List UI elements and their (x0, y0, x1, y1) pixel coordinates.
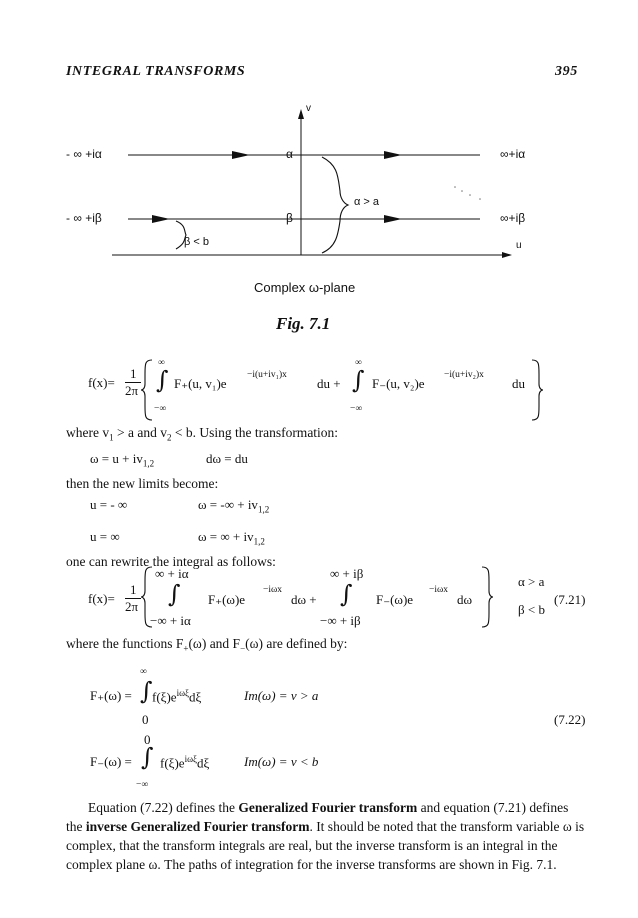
eq722-plus-upper: ∞ (140, 667, 147, 677)
eq1-integral1: ∫ (156, 366, 169, 394)
eq722-minus-integrand: $f(\xi)e^{i\omega\xi}d\xi$ (160, 754, 210, 771)
eq721-d2: dω (457, 592, 473, 607)
eq1-du1: du + (317, 376, 341, 391)
rewrite-text: one can rewrite the integral as follows: (66, 554, 276, 569)
running-header-title: INTEGRAL TRANSFORMS (66, 64, 246, 79)
eq722-minus-integral: ∫ (141, 743, 154, 771)
u-minus-limit: u = - ∞ (90, 497, 128, 512)
eq1-frac-den: 2π (125, 383, 139, 398)
eq722-plus-lhs: F₊(ω) = (90, 688, 132, 703)
functions-defined-text: where the functions $F_+(\omega)$ and $F_-(\omega)$ are defined by: (66, 636, 348, 654)
omega-transform: $\omega = u + iv_{1,2}$ (90, 451, 155, 469)
where-v-line: where $v_1 > a$ and $v_2 < b$. Using the transformation: (66, 425, 339, 443)
figure-caption: Fig. 7.1 (276, 314, 331, 333)
contour-diagram (0, 95, 638, 265)
eq721-term2: F₋(ω)e (376, 592, 414, 607)
eq722-plus-lower: 0 (142, 712, 149, 727)
eq1-exp1: −i(u+iv₁)x (247, 370, 287, 380)
eq721-cond-beta: β < b (518, 602, 545, 617)
eq722-minus-lower: −∞ (136, 780, 149, 790)
eq721-cond-alpha: α > a (518, 574, 545, 589)
page-number: 395 (555, 64, 578, 79)
u-axis-label: u (516, 240, 522, 251)
eq721-term1: F₊(ω)e (208, 592, 246, 607)
eq722-minus-cond: Im(ω) = v < b (244, 754, 319, 769)
top-center-label: α (286, 147, 293, 161)
eq1-lower1: −∞ (154, 404, 167, 414)
new-limits-text: then the new limits become: (66, 476, 219, 491)
v-axis-arrow-icon (298, 109, 304, 119)
eq721-frac-num: 1 (130, 582, 137, 597)
beta-arrow-left-icon (152, 215, 170, 223)
eq1-term1: F₊(u, v₁)e (174, 376, 227, 391)
eq1-term2: F₋(u, v₂)e (372, 376, 425, 391)
eq721-lhs: f(x)= (88, 591, 115, 606)
alpha-arrow-left-icon (232, 151, 250, 159)
v-axis-label: v (306, 103, 311, 114)
omega-plus-limit: ω = ∞ + $iv_{1,2}$ (198, 529, 265, 547)
bottom-right-label: ∞+iβ (500, 211, 526, 225)
eq1-integral2: ∫ (352, 366, 365, 394)
eq722-number: (7.22) (554, 712, 586, 727)
eq721-exp1: −iωx (263, 585, 282, 595)
eq722-minus-upper: 0 (144, 732, 151, 747)
eq1-lhs: f(x)= (88, 375, 115, 390)
eq722-plus-integrand: $f(\xi)e^{i\omega\xi}d\xi$ (152, 688, 202, 705)
eq721-upper2: ∞ + iβ (330, 566, 364, 581)
alpha-region-label: α > a (354, 196, 380, 208)
top-right-label: ∞+iα (500, 147, 526, 161)
eq721-integral2: ∫ (340, 580, 353, 608)
eq1-upper1: ∞ (158, 358, 165, 368)
eq1-du2: du (512, 376, 525, 391)
eq722-plus-integral: ∫ (140, 677, 153, 705)
eq722-minus-lhs: F₋(ω) = (90, 754, 132, 769)
eq1-frac-num: 1 (130, 366, 137, 381)
final-paragraph: Equation (7.22) defines the Generalized Fourier transform and equation (7.21) defines the inverse Generalized Fourier transform. It should be noted that the transform variable ω is complex, that the transform integrals are real, but the inverse transform is an integral in the complex plane ω. The paths of integration for the inverse transforms are shown in Fig. 7.1. (66, 800, 585, 872)
omega-minus-limit: ω = -∞ + $iv_{1,2}$ (198, 497, 270, 515)
eq721-number: (7.21) (554, 592, 586, 607)
plane-label: Complex ω-plane (254, 280, 356, 295)
eq1-upper2: ∞ (355, 358, 362, 368)
alpha-region-brace (322, 157, 348, 253)
eq721-lower2: −∞ + iβ (320, 613, 361, 628)
beta-region-label: β < b (184, 236, 209, 248)
eq721-d1: dω + (291, 592, 317, 607)
eq721-exp2: −iωx (429, 585, 448, 595)
alpha-arrow-right-icon (384, 151, 402, 159)
domega-transform: dω = du (206, 451, 248, 466)
eq721-integral1: ∫ (168, 580, 181, 608)
u-plus-limit: u = ∞ (90, 529, 120, 544)
u-axis-arrow-icon (502, 252, 512, 258)
eq1-exp2: −i(u+iv₂)x (444, 370, 484, 380)
eq722-plus-cond: Im(ω) = v > a (244, 688, 319, 703)
bottom-center-label: β (286, 211, 293, 225)
eq721-lower1: −∞ + iα (150, 613, 191, 628)
eq721-frac-den: 2π (125, 599, 139, 614)
eq1-lower2: −∞ (350, 404, 363, 414)
beta-arrow-right-icon (384, 215, 402, 223)
top-left-label: - ∞ +iα (66, 147, 102, 161)
bottom-left-label: - ∞ +iβ (66, 211, 102, 225)
eq721-upper1: ∞ + iα (155, 566, 189, 581)
